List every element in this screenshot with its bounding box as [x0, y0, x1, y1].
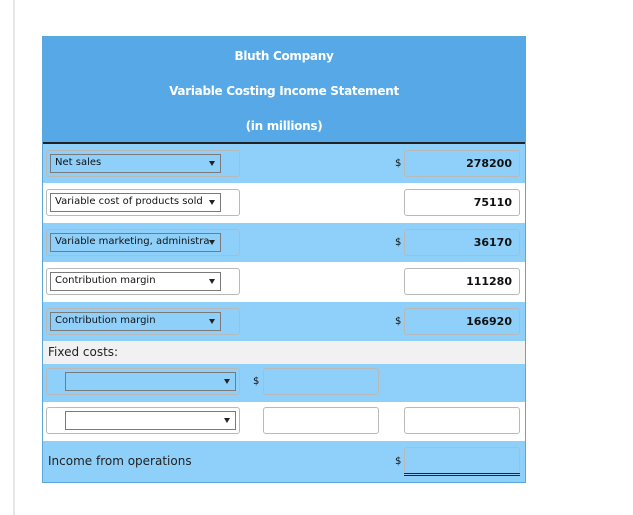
statement-title: Variable Costing Income Statement	[169, 84, 399, 98]
income-from-operations-label: Income from operations	[48, 454, 192, 468]
variable-cost-amount[interactable]: 75110	[404, 189, 520, 216]
variable-marketing-amount[interactable]: 36170	[404, 229, 520, 256]
chevron-down-icon	[209, 279, 215, 284]
row-contribution-margin-2	[43, 302, 525, 341]
row-fixed-costs	[43, 341, 525, 364]
left-border	[13, 0, 15, 515]
fixed-1-dropdown[interactable]	[65, 372, 236, 391]
row-fixed-2	[43, 402, 525, 441]
contribution-margin-2-dropdown-wrap	[46, 308, 240, 335]
variable-cost-dropdown[interactable]	[50, 193, 221, 212]
net-sales-amount[interactable]: 278200	[404, 150, 520, 177]
dollar-sign: $	[395, 316, 402, 327]
dollar-sign: $	[395, 456, 402, 467]
chevron-down-icon	[209, 200, 215, 205]
statement-header	[43, 37, 525, 142]
chevron-down-icon	[209, 240, 215, 245]
row-variable-cost	[43, 183, 525, 223]
net-sales-dropdown[interactable]	[50, 154, 221, 173]
dollar-sign: $	[395, 158, 402, 169]
fixed-1-dropdown-wrap	[46, 368, 240, 395]
chevron-down-icon	[209, 161, 215, 166]
row-net-sales	[43, 144, 525, 183]
contribution-margin-2-dropdown[interactable]	[50, 312, 221, 331]
fixed-2-amount[interactable]	[263, 407, 379, 434]
contribution-margin-2-amount[interactable]: 166920	[404, 308, 520, 335]
dollar-sign: $	[253, 376, 260, 387]
dollar-sign: $	[395, 237, 402, 248]
net-sales-label: Net sales	[55, 157, 102, 168]
company-name: Bluth Company	[234, 49, 334, 63]
row-fixed-1	[43, 364, 525, 402]
row-variable-marketing	[43, 223, 525, 262]
contribution-margin-1-dropdown[interactable]	[50, 272, 221, 291]
variable-marketing-label: Variable marketing, administra	[55, 236, 210, 247]
variable-cost-dropdown-wrap	[46, 189, 240, 216]
variable-marketing-dropdown[interactable]	[50, 233, 221, 252]
row-contribution-margin-1	[43, 262, 525, 302]
fixed-1-amount[interactable]	[263, 368, 379, 395]
contribution-margin-2-label: Contribution margin	[55, 315, 156, 326]
income-statement	[42, 36, 526, 483]
variable-cost-label: Variable cost of products sold	[55, 196, 203, 207]
double-underline	[404, 473, 520, 476]
variable-marketing-dropdown-wrap	[46, 229, 240, 256]
chevron-down-icon	[224, 379, 230, 384]
row-income-from-operations	[43, 441, 525, 482]
contribution-margin-1-label: Contribution margin	[55, 275, 156, 286]
net-sales-dropdown-wrap	[46, 150, 240, 177]
chevron-down-icon	[209, 319, 215, 324]
contribution-margin-1-amount[interactable]: 111280	[404, 268, 520, 295]
fixed-costs-label: Fixed costs:	[48, 345, 119, 359]
statement-units: (in millions)	[245, 119, 323, 133]
income-amount[interactable]	[404, 447, 520, 474]
contribution-margin-1-dropdown-wrap	[46, 268, 240, 295]
fixed-total-amount[interactable]	[404, 407, 520, 434]
fixed-2-dropdown-wrap	[46, 407, 240, 434]
fixed-2-dropdown[interactable]	[65, 411, 236, 430]
chevron-down-icon	[224, 418, 230, 423]
